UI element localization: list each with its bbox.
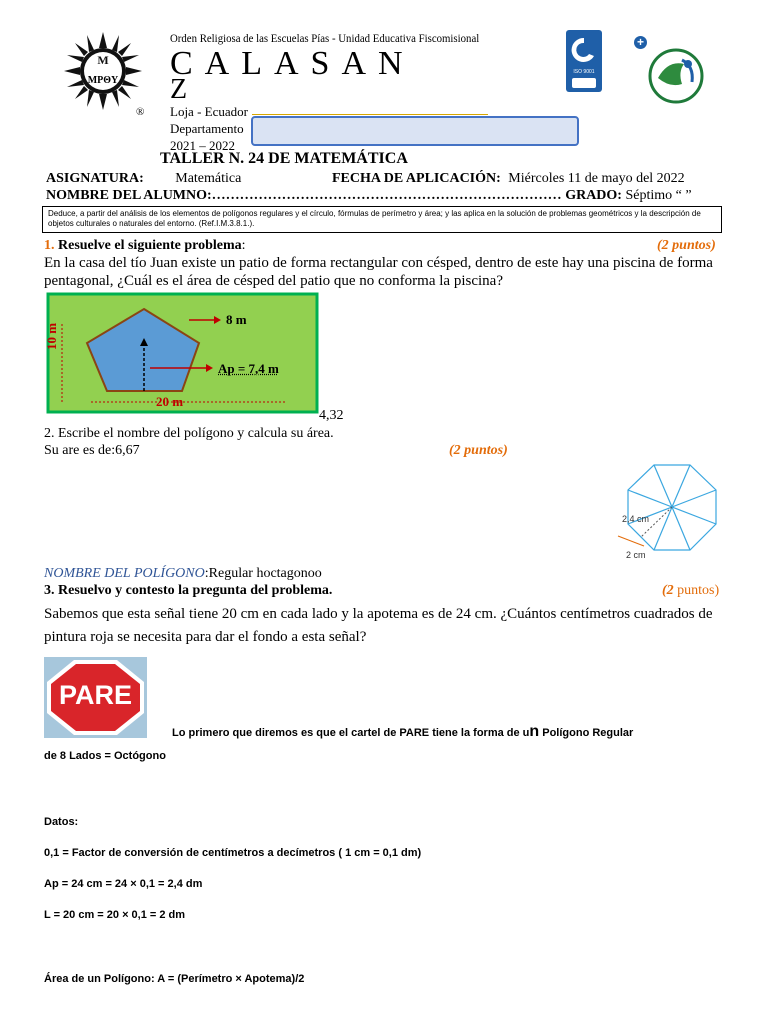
polygon-name-row bbox=[44, 565, 322, 582]
fig-width-label: 20 m bbox=[156, 394, 184, 409]
polygon-name-value: :Regular hoctagonoo bbox=[204, 566, 322, 581]
fig-side-label: 8 m bbox=[226, 312, 247, 327]
q1-number: 1. bbox=[44, 238, 55, 253]
location: Loja - Ecuador bbox=[170, 104, 248, 119]
polygon-area-formula: Área de un Polígono: A = (Perímetro × Apotema)/2 bbox=[44, 973, 305, 985]
header-underline bbox=[252, 114, 488, 115]
q2-text: 2. Escribe el nombre del polígono y calcula su área. bbox=[44, 426, 334, 441]
q1-answer: 4,32 bbox=[319, 408, 344, 423]
date-label: FECHA DE APLICACIÓN: bbox=[332, 171, 501, 186]
svg-text:M: M bbox=[97, 53, 109, 67]
fig-height-label: 10 m bbox=[44, 322, 59, 350]
school-name-line2: Z bbox=[170, 74, 188, 105]
plus-symbol: + bbox=[636, 35, 644, 49]
order-line: Orden Religiosa de las Escuelas Pías - Unidad Educativa Fiscomisional bbox=[170, 31, 480, 45]
iso-certification-logo bbox=[566, 30, 602, 92]
fig-apothem-label: Ap = 7,4 m bbox=[218, 361, 279, 376]
q3-text: Sabemos que esta señal tiene 20 cm en cada lado y la apotema es de 24 cm. ¿Cuántos centímetros cuadrados de pintura roja se necesita para dar el fondo a esta señal? bbox=[44, 606, 713, 645]
seal-logo-text: MPΘY bbox=[87, 75, 119, 86]
grade-label: GRADO: bbox=[565, 188, 622, 203]
q3-line1-a: Lo primero que diremos es que el cartel de PARE tiene la forma de u bbox=[172, 727, 530, 739]
q2-answer: Su are es de:6,67 bbox=[44, 443, 140, 458]
page-title: TALLER N. 24 DE MATEMÁTICA bbox=[160, 150, 408, 167]
q1-heading bbox=[44, 237, 246, 254]
globe-logo bbox=[648, 48, 704, 104]
plus-circle-icon bbox=[634, 36, 647, 49]
q3-line1-big: n bbox=[529, 723, 540, 740]
q1-colon: : bbox=[241, 238, 246, 253]
polygon-name-label: NOMBRE DEL POLÍGONO bbox=[44, 566, 205, 581]
q3-points-num: (2 bbox=[662, 583, 678, 598]
school-seal-logo bbox=[62, 30, 144, 112]
datos-line-3: L = 20 cm = 20 × 0,1 = 2 dm bbox=[44, 909, 186, 921]
student-name-field[interactable]: NOMBRE DEL ALUMNO:………………………………………………………………… bbox=[46, 188, 562, 203]
datos-line-1: 0,1 = Factor de conversión de centímetros a decímetros ( 1 cm = 0,1 dm) bbox=[44, 847, 422, 859]
years: 2021 – 2022 bbox=[170, 138, 235, 153]
q3-points bbox=[662, 582, 719, 599]
octagon-side-label: 2 cm bbox=[626, 550, 646, 560]
department: Departamento bbox=[170, 121, 244, 136]
q1-title: Resuelve el siguiente problema bbox=[54, 238, 242, 253]
octagon-apothem-label: 2,4 cm bbox=[622, 514, 650, 524]
q3-line1-b: Polígono Regular bbox=[539, 727, 634, 739]
datos-line-2: Ap = 24 cm = 24 × 0,1 = 2,4 dm bbox=[44, 878, 203, 890]
subject-label: ASIGNATURA: bbox=[46, 171, 144, 186]
department-input-field[interactable] bbox=[251, 116, 579, 146]
grade-value: Séptimo “ ” bbox=[625, 188, 692, 203]
student-row bbox=[46, 187, 692, 204]
school-name-line1: CALASAN bbox=[170, 45, 415, 82]
q3-points-word: puntos) bbox=[677, 583, 720, 598]
q2-points: (2 puntos) bbox=[449, 443, 508, 458]
registered-mark: ® bbox=[136, 106, 145, 118]
datos-label: Datos: bbox=[44, 816, 79, 828]
q1-points: (2 puntos) bbox=[657, 238, 716, 253]
q3-line2: de 8 Lados = Octógono bbox=[44, 750, 166, 762]
date-row bbox=[332, 170, 685, 187]
q3-title: 3. Resuelvo y contesto la pregunta del problema. bbox=[44, 583, 333, 598]
date-value: Miércoles 11 de mayo del 2022 bbox=[508, 171, 685, 186]
iso-label: ISO 9001 bbox=[573, 69, 595, 75]
skill-box: Deduce, a partir del análisis de los elementos de polígonos regulares y el círculo, fórmulas de perímetro y área; y las aplica en la solución de problemas geométricos y la descripción de objetos culturales o naturales del entorno. (Ref.I.M.3.8.1.). bbox=[42, 206, 722, 233]
subject-value: Matemática bbox=[175, 171, 242, 186]
q1-text: En la casa del tío Juan existe un patio de forma rectangular con césped, dentro de este hay una piscina de forma pentagonal, ¿Cuál es el área de césped del patio que no conforma la piscina? bbox=[44, 255, 713, 289]
q3-line1 bbox=[172, 723, 633, 742]
stop-sign-text: PARE bbox=[58, 680, 132, 710]
